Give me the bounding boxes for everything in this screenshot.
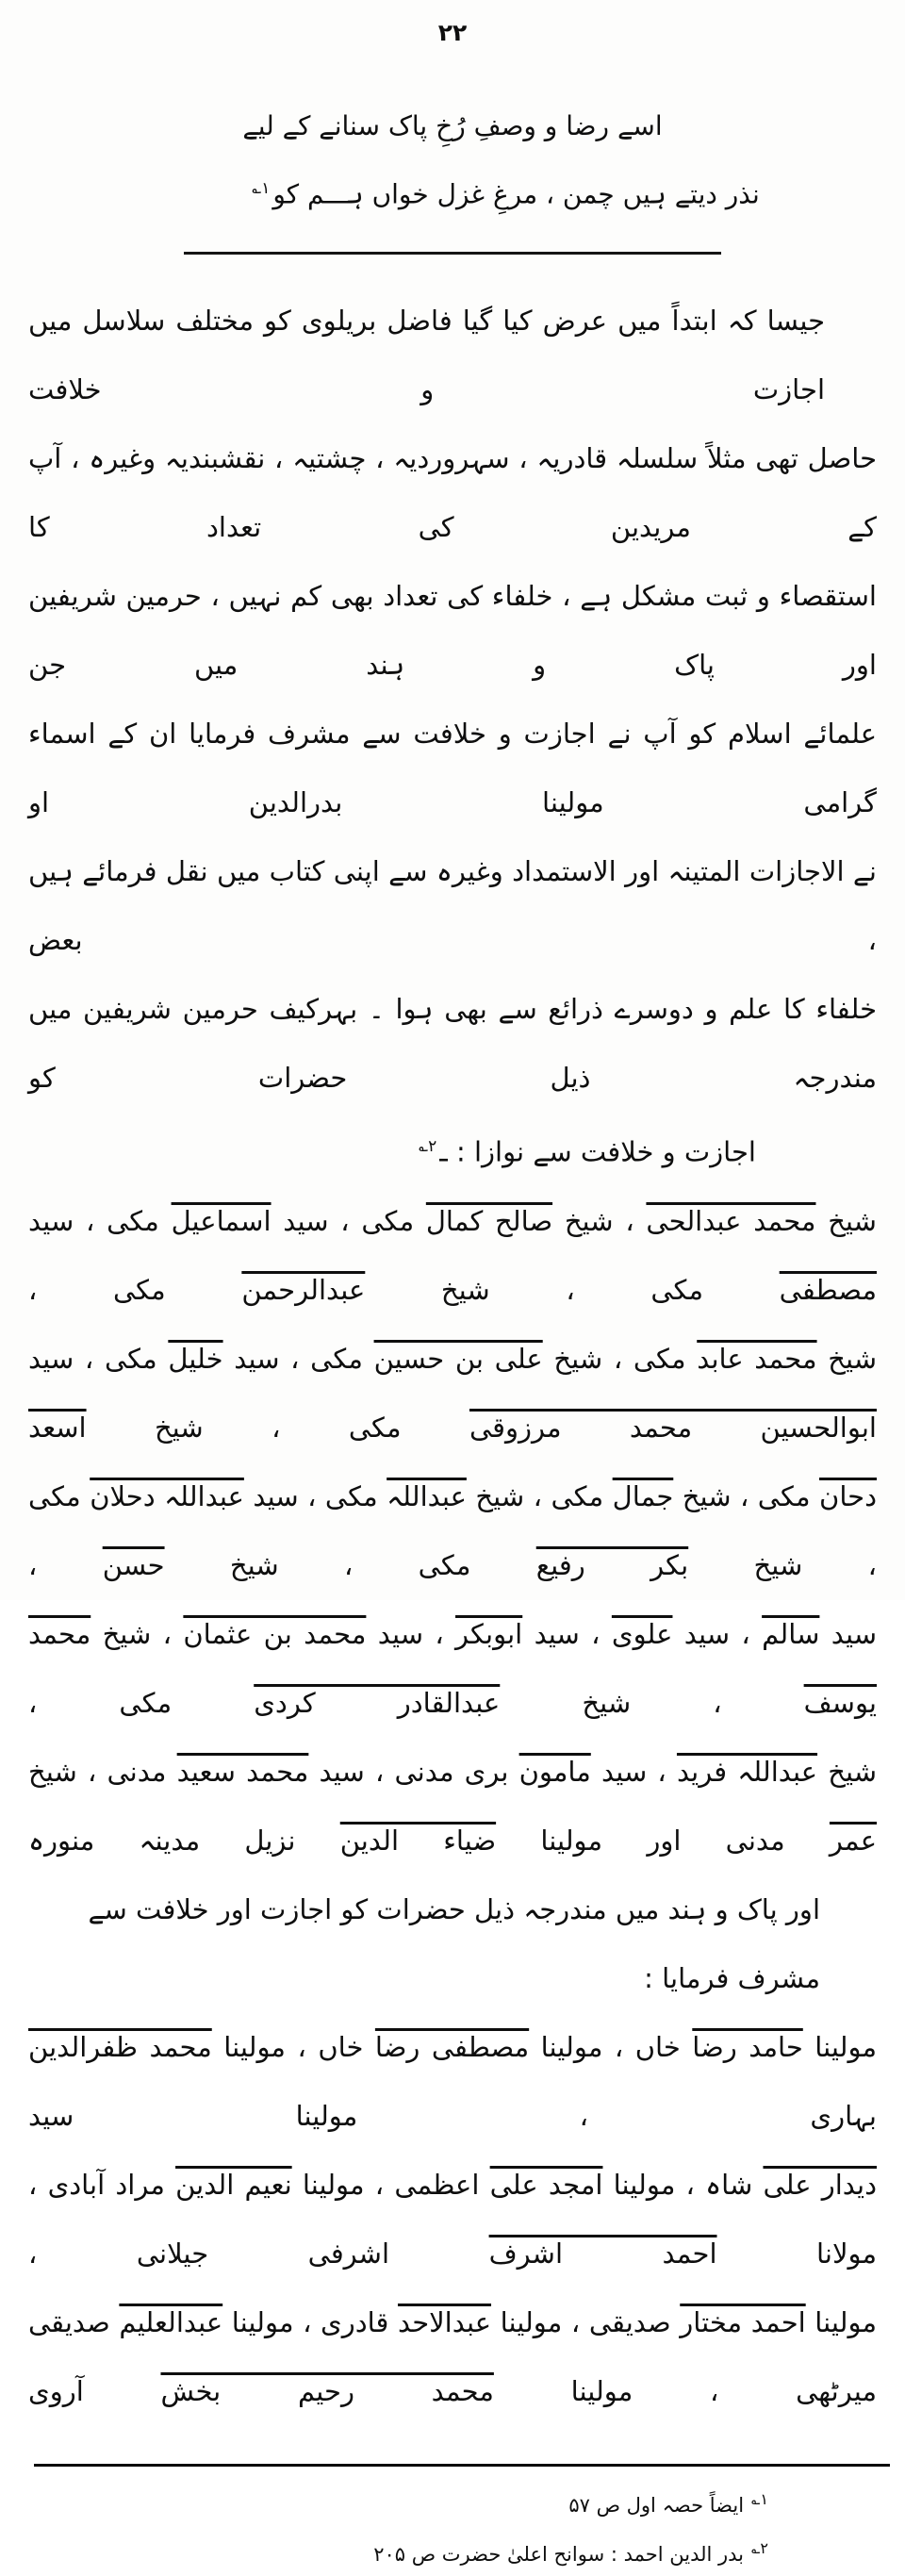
- text-line: استقصاء و ثبت مشکل ہے ، خلفاء کی تعداد بھی کم نہیں ، حرمین شریفین اور پاک و ہند میں جن: [28, 580, 877, 682]
- text-line: جیسا کہ ابتداً میں عرض کیا گیا فاضل بریلوی کو مختلف سلاسل میں اجازت و خلافت: [28, 305, 825, 406]
- name-separator-text: سید: [819, 1617, 877, 1650]
- name-separator-text: اشرفی جیلانی ،: [28, 2237, 489, 2270]
- name-separator-text: مراد آبادی ، مولانا: [28, 2168, 877, 2270]
- person-name: احمد مختار: [680, 2305, 806, 2338]
- name-separator-text: مکی ، سید: [271, 1204, 426, 1237]
- person-name: عبدالرحمن: [241, 1273, 366, 1306]
- person-name: محمد بن عثمان: [183, 1617, 367, 1650]
- name-separator-text: شیخ: [817, 1755, 877, 1788]
- person-name: ضیاء الدین: [339, 1824, 497, 1857]
- name-separator-text: مکی ، شیخ: [466, 1479, 613, 1512]
- name-separator-text: بہاری ، مولینا سید: [28, 2099, 877, 2132]
- person-name: محمد عبدالحی: [646, 1204, 816, 1237]
- footnote: [0, 2527, 768, 2576]
- footnote-divider-rule: [34, 2464, 890, 2467]
- person-name: محمد ظفرالدین: [28, 2030, 212, 2063]
- person-name: علی بن حسین: [373, 1342, 543, 1375]
- footnote-ref-number: ۲؎: [751, 2538, 768, 2557]
- person-name: اسعد: [28, 1411, 87, 1444]
- names-line-harimain: [28, 1600, 877, 1738]
- name-separator-text: ، شیخ: [500, 1686, 804, 1719]
- name-separator-text: ،: [28, 1548, 103, 1581]
- person-name: بکر رفیع: [535, 1548, 689, 1581]
- footnote: [0, 2478, 768, 2527]
- name-separator-text: ، سید: [366, 1617, 456, 1650]
- person-name: عمر: [829, 1824, 877, 1857]
- footnote-text: بدر الدین احمد : سوانح اعلیٰ حضرت ص ۲۰۵: [373, 2542, 745, 2566]
- name-separator-text: قادری ، مولینا: [222, 2305, 398, 2338]
- person-name: امجد علی: [489, 2168, 603, 2201]
- person-name: مامون: [518, 1755, 591, 1788]
- person-name: خلیل: [168, 1342, 223, 1375]
- name-separator-text: اعظمی ، مولینا: [291, 2168, 490, 2201]
- person-name: حامد رضا: [692, 2030, 803, 2063]
- text-line: علمائے اسلام کو آپ نے اجازت و خلافت سے مشرف فرمایا ان کے اسماء گرامی مولینا بدرالدین او: [28, 718, 877, 819]
- poetry-couplet: [0, 95, 905, 225]
- name-separator-text: مکی ، سید: [222, 1342, 374, 1375]
- footnote-ref-number: ۱؎: [751, 2489, 768, 2508]
- names-line-harimain: [28, 1187, 877, 1325]
- page-number: ۲۲: [437, 19, 468, 46]
- name-separator-text: مولینا: [805, 2305, 877, 2338]
- person-name: حسن: [102, 1548, 165, 1581]
- names-line-pak-hind: [28, 2013, 877, 2151]
- footnote-marker-1: ۱؎: [252, 179, 271, 198]
- names-line-pak-hind: [28, 2151, 877, 2288]
- person-name: عبداللہ فرید: [676, 1755, 818, 1788]
- person-name: ابوالحسین محمد مرزوقی: [469, 1411, 877, 1444]
- names-line-harimain: [28, 1462, 877, 1600]
- name-separator-text: مکی ،: [28, 1273, 242, 1306]
- name-separator-text: نزیل مدینہ منورہ: [28, 1824, 340, 1857]
- name-separator-text: ، سید: [672, 1617, 763, 1650]
- main-text-block: [28, 287, 877, 2426]
- name-separator-text: صدیقی ، مولینا: [491, 2305, 681, 2338]
- names-line-harimain: [28, 1738, 877, 1875]
- footnotes-block: [0, 2478, 768, 2576]
- name-separator-text: مدنی ، شیخ: [28, 1755, 177, 1788]
- person-name: نعیم الدین: [175, 2168, 292, 2201]
- person-name: سالم: [762, 1617, 820, 1650]
- name-separator-text: مکی ، شیخ: [86, 1411, 469, 1444]
- name-separator-text: مکی ، شیخ: [164, 1548, 536, 1581]
- name-separator-text: مکی ، سید: [28, 1204, 172, 1237]
- name-separator-text: آروی: [28, 2374, 161, 2407]
- person-name: دیدار علی: [763, 2168, 878, 2201]
- person-name: علوی: [611, 1617, 673, 1650]
- couplet-line-1: اسے رضا و وصفِ رُخِ پاک سنانے کے لیے: [242, 110, 663, 141]
- name-separator-text: مکی ، شیخ: [673, 1479, 820, 1512]
- name-separator-text: مکی ، سید: [28, 1342, 169, 1375]
- person-name: عبداللہ دحلان: [90, 1479, 244, 1512]
- person-name: محمد یوسف: [28, 1617, 877, 1719]
- person-name: اسماعیل: [171, 1204, 272, 1237]
- text-line: نے الاجازات المتینہ اور الاستمداد وغیرہ سے اپنی کتاب میں نقل فرمائے ہیں ، بعض: [28, 855, 877, 957]
- name-separator-text: ، سید: [522, 1617, 612, 1650]
- name-separator-text: شیخ: [815, 1204, 877, 1237]
- person-name: عبداللہ: [387, 1479, 467, 1512]
- person-name: جمال: [612, 1479, 674, 1512]
- person-name: عبدالقادر کردی: [254, 1686, 501, 1719]
- name-separator-text: ، سید: [590, 1755, 677, 1788]
- names-line-pak-hind: [28, 2288, 877, 2426]
- person-name: عبدالاحد: [397, 2305, 492, 2338]
- person-name: دحان: [819, 1479, 877, 1512]
- name-separator-text: مکی ، سید: [243, 1479, 387, 1512]
- text-line: خلفاء کا علم و دوسرے ذرائع سے بھی ہوا ۔ بہرکیف حرمین شریفین میں مندرجہ ذیل حضرات کو: [28, 993, 877, 1095]
- name-separator-text: بری مدنی ، سید: [308, 1755, 519, 1788]
- couplet-line-2-text: نذر دیتے ہیں چمن ، مرغِ غزل خواں ہـــم کو: [272, 178, 760, 210]
- name-separator-text: مکی ،: [28, 1686, 255, 1719]
- person-name: محمد عابد: [697, 1342, 817, 1375]
- person-name: عبدالعلیم: [119, 2305, 223, 2338]
- name-separator-text: ، شیخ: [552, 1204, 647, 1237]
- name-separator-text: مکی ، شیخ: [28, 1479, 877, 1581]
- footnote-text: ایضاً حصہ اول ص ۵۷: [568, 2493, 745, 2517]
- name-separator-text: صدیقی میرٹھی ، مولینا: [28, 2305, 877, 2407]
- name-separator-text: شیخ: [816, 1342, 877, 1375]
- person-name: صالح کمال: [425, 1204, 553, 1237]
- couplet-line-2: [0, 157, 905, 225]
- text-line: حاصل تھی مثلاً سلسلہ قادریہ ، سہروردیہ ، چشتیہ ، نقشبندیہ وغیرہ ، آپ کے مریدین کی تعداد کا: [28, 442, 877, 544]
- name-separator-text: شاہ ، مولینا: [602, 2168, 764, 2201]
- person-name: محمد سعید: [176, 1755, 309, 1788]
- name-separator-text: مکی ، شیخ: [365, 1273, 780, 1306]
- nawaza-line: [28, 1113, 877, 1187]
- footnote-marker-2: ۲؎: [419, 1137, 437, 1157]
- name-separator-text: مکی ، شیخ: [542, 1342, 698, 1375]
- name-separator-text: مولینا: [802, 2030, 877, 2063]
- name-separator-text: ، شیخ: [90, 1617, 184, 1650]
- name-separator-text: خاں ، مولینا: [529, 2030, 693, 2063]
- name-separator-text: مدنی اور مولینا: [496, 1824, 830, 1857]
- names-line-harimain: [28, 1325, 877, 1462]
- person-name: مصطفی: [779, 1273, 877, 1306]
- person-name: مصطفی رضا: [374, 2030, 530, 2063]
- person-name: ابوبکر: [455, 1617, 523, 1650]
- transition-line: اور پاک و ہند میں مندرجہ ذیل حضرات کو اجازت اور خلافت سے مشرف فرمایا :: [88, 1892, 820, 1994]
- nawaza-text: اجازت و خلافت سے نوازا : ـ: [439, 1135, 756, 1168]
- person-name: احمد اشرف: [488, 2237, 717, 2270]
- name-separator-text: خاں ، مولینا: [211, 2030, 375, 2063]
- person-name: محمد رحیم بخش: [160, 2374, 494, 2407]
- section-divider-rule: [184, 252, 721, 255]
